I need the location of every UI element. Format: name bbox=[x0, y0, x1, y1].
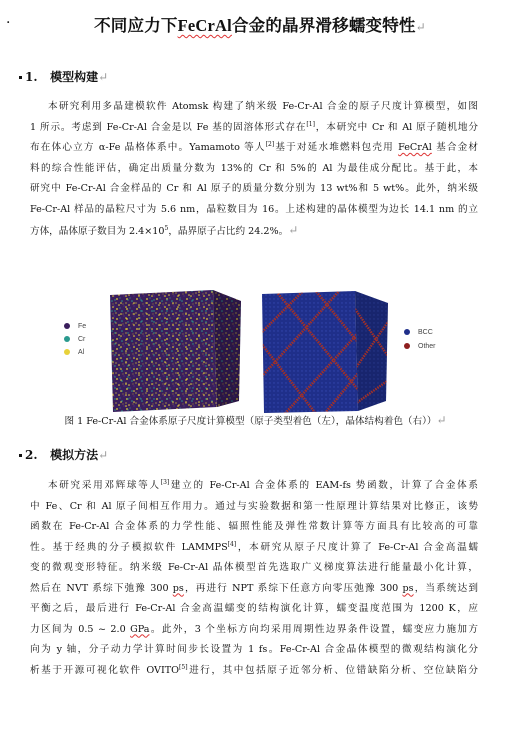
section-title: 模型构建 bbox=[50, 70, 99, 84]
legend-item-fe: Fe bbox=[64, 323, 86, 330]
paragraph-mark: ↵ bbox=[98, 70, 109, 84]
text-line: 然后在 NVT 系综下弛豫 300 ps，再进行 NPT 系综下任意方向零压弛豫 300 ps，当系统达到 bbox=[30, 582, 478, 594]
figure-1 bbox=[60, 287, 460, 417]
legend-swatch bbox=[64, 336, 70, 342]
text-line: 析基于开源可视化软件 OVITO[5]进行，其中包括原子近邻分析、位错缺陷分析、空位缺陷分 bbox=[30, 663, 478, 676]
figure-caption: 图 1 Fe-Cr-Al 合金体系原子尺度计算模型（原子类型着色（左），晶体结构着色（右））↵ bbox=[64, 413, 447, 427]
text-line: 研究中 Fe-Cr-Al 合金样品的 Cr 和 Al 原子的质量分数分别为 13 wt%和 5 wt%。此外，纳米级 bbox=[30, 183, 478, 194]
section-title: 模拟方法 bbox=[50, 448, 99, 462]
legend-swatch bbox=[404, 343, 410, 349]
text-line: 本研究采用邓辉球等人[3]建立的 Fe-Cr-Al 合金体系的 EAM-fs 势函数，计算了合金体系 bbox=[48, 478, 479, 491]
title-part: 不同应力下 bbox=[94, 16, 178, 35]
legend-item-other: Other bbox=[404, 343, 436, 350]
text-line: 平衡之后，最后进行 Fe-Cr-Al 合金高温蠕变的结构演化计算，蠕变温度范围为 1200 K，应 bbox=[30, 603, 478, 614]
text-line: 函数在 Fe-Cr-Al 合金体系的力学性能、辐照性能及弹性常数计算等方面具有比较高的可靠 bbox=[30, 521, 478, 532]
title-alloy: FeCrAl bbox=[177, 16, 232, 35]
legend-item-al: Al bbox=[64, 349, 84, 356]
text-line: 布在体心立方 α-Fe 晶格体系中。Yamamoto 等人[2]基于对延水堆燃料包壳用 FeCrAl 基合金材 bbox=[30, 140, 478, 153]
text-line: 方体，晶体原子数目为 $2.4\times 10^5$，晶界原子占比约 24.2%。↵ bbox=[30, 223, 299, 237]
paragraph-model bbox=[30, 97, 478, 243]
section-number: 2. bbox=[25, 448, 38, 462]
citation: [2] bbox=[265, 140, 275, 148]
text-line: 本研究利用多晶建模软件 Atomsk 构建了纳米级 Fe-Cr-Al 合金的原子尺度计算模型，如图 bbox=[48, 101, 478, 112]
title-part: 合金的晶界滑移蠕变特性 bbox=[231, 16, 416, 35]
paragraph-mark: ↵ bbox=[415, 20, 426, 34]
text-line: 1 所示。考虑到 Fe-Cr-Al 合金是以 Fe 基的固溶体形式存在[1]，本研究中 Cr 和 Al 原子随机地分 bbox=[30, 120, 478, 133]
text-line: 力区间为 0.5 ~ 2.0 GPa。此外，3 个坐标方向均采用周期性边界条件设置，蠕变应力施加方 bbox=[30, 623, 478, 635]
paragraph-method bbox=[30, 476, 478, 681]
list-bullet: · bbox=[6, 15, 11, 31]
text-line: 中 Fe、Cr 和 Al 原子间相互作用力。通过与实验数据和第一性原理计算结果对比修正，该势 bbox=[30, 500, 478, 512]
section-number: 1. bbox=[25, 70, 38, 84]
legend-swatch bbox=[64, 349, 70, 355]
legend-item-cr: Cr bbox=[64, 336, 85, 343]
text-line: Fe-Cr-Al 样品的晶粒尺寸为 5.6 nm，晶粒数目为 16。上述构建的晶体模型为边长 14.1 nm 的立 bbox=[30, 203, 478, 215]
text-line: 向为 y 轴，分子动力学计算时间步长设置为 1 fs。Fe-Cr-Al 合金晶体模型的微观结构演化分 bbox=[30, 644, 478, 655]
citation: [1] bbox=[306, 120, 315, 128]
exponent: 5 bbox=[164, 224, 169, 232]
citation: [4] bbox=[227, 540, 237, 548]
paragraph-mark: ↵ bbox=[98, 448, 109, 462]
citation: [3] bbox=[160, 478, 170, 486]
section-heading-1 bbox=[19, 68, 108, 85]
atom-type-cube-image bbox=[105, 287, 245, 415]
legend-item-bcc: BCC bbox=[404, 329, 433, 336]
heading-bullet bbox=[19, 454, 22, 457]
legend-swatch bbox=[404, 329, 410, 335]
section-heading-2 bbox=[19, 446, 108, 463]
page-title bbox=[60, 12, 460, 36]
legend-swatch bbox=[64, 323, 70, 329]
heading-bullet bbox=[19, 76, 22, 79]
crystal-structure-cube-image bbox=[260, 289, 400, 415]
citation: [5] bbox=[179, 663, 188, 671]
text-line: 变的微观变形特征。纳米级 Fe-Cr-Al 晶体模型首先选取广义梯度算法进行能量最小化计算， bbox=[30, 562, 478, 573]
text-line: 性。基于经典的分子模拟软件 LAMMPS[4]，本研究从原子尺度计算了 Fe-Cr-Al 合金高温蠕 bbox=[30, 540, 478, 553]
text-line: 料的综合性能评估，确定出质量分数为 13%的 Cr 和 5%的 Al 为最佳成分配比。基于此，本 bbox=[30, 162, 478, 174]
